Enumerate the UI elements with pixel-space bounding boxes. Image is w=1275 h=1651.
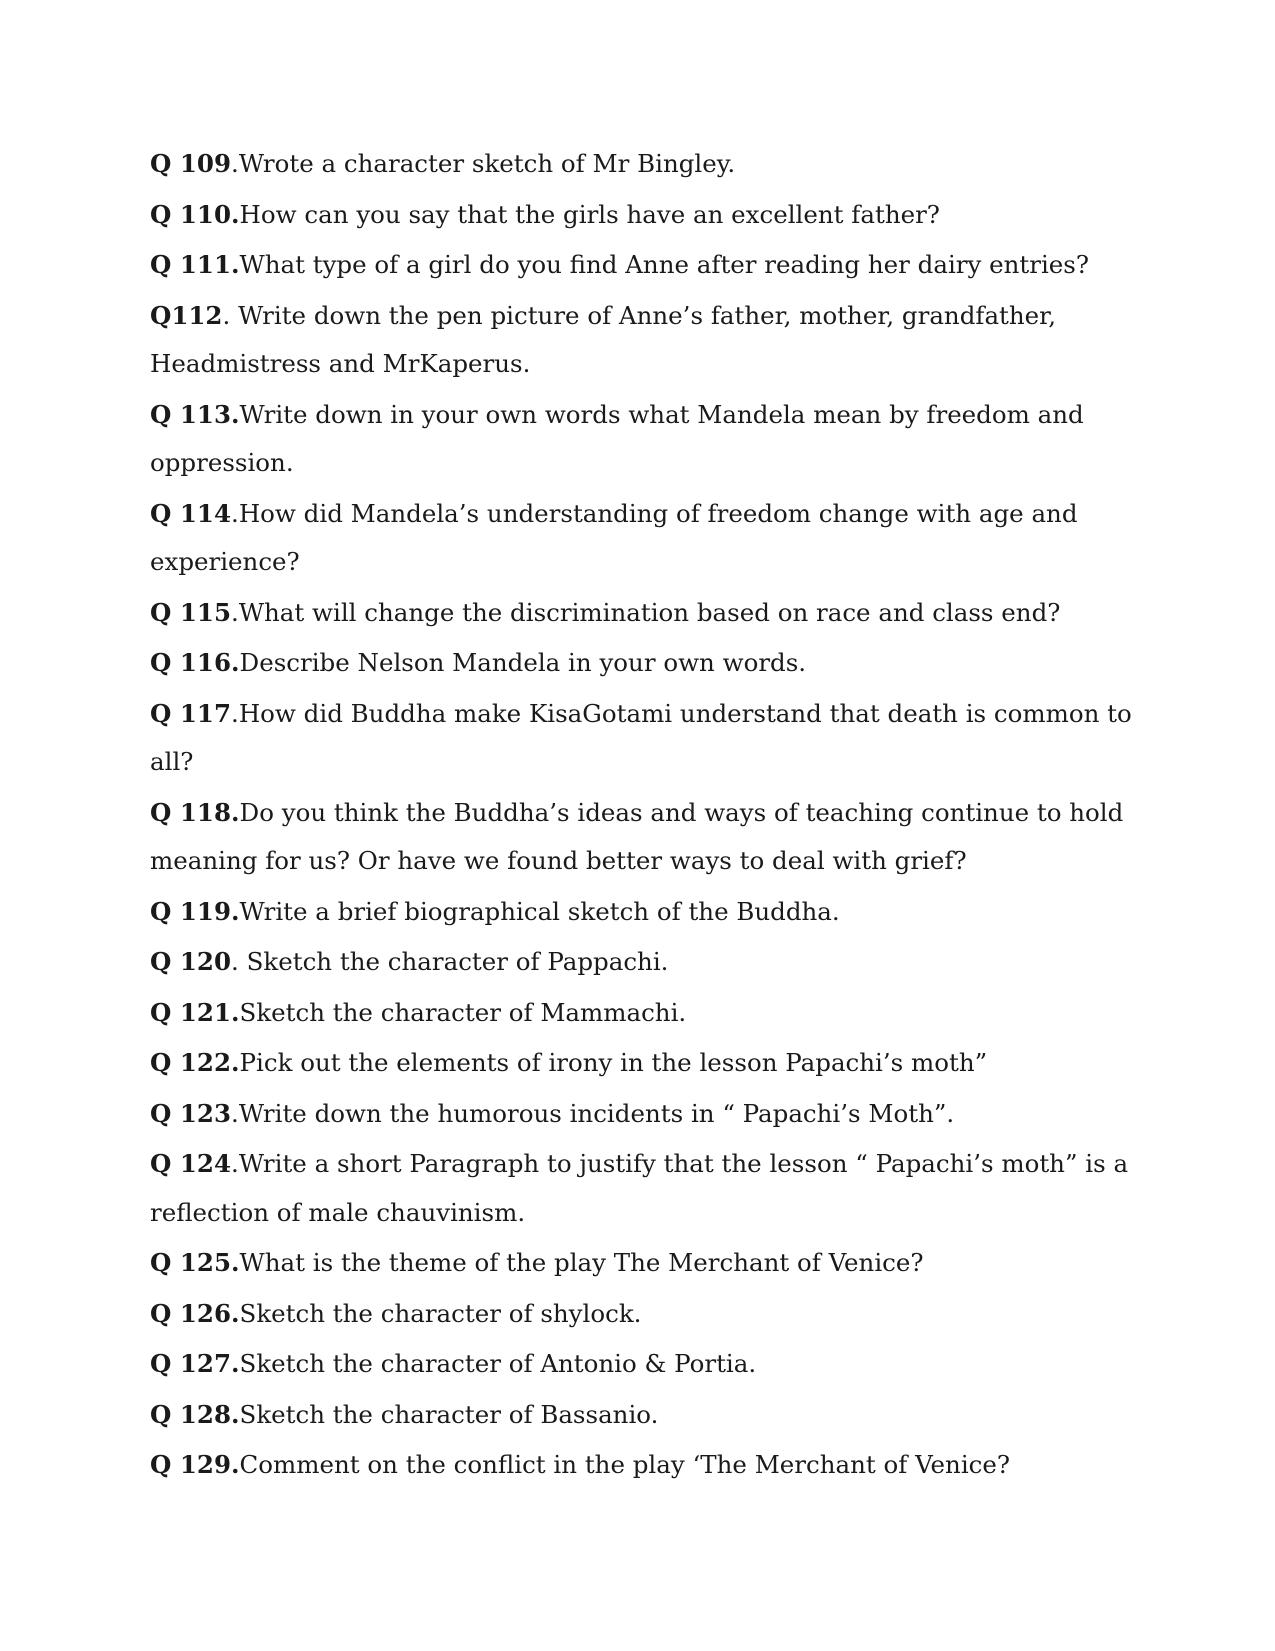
question-123 xyxy=(150,1090,1150,1139)
question-text: Wrote a character sketch of Mr Bingley. xyxy=(238,149,736,178)
question-111 xyxy=(150,241,1150,290)
question-127 xyxy=(150,1340,1150,1389)
question-112 xyxy=(150,292,1150,389)
question-number: Q 126. xyxy=(150,1298,240,1328)
question-text: Pick out the elements of irony in the lesson Papachi’s moth” xyxy=(239,1048,988,1077)
question-number: Q 123 xyxy=(150,1098,232,1128)
question-122 xyxy=(150,1039,1150,1088)
question-number: Q 109 xyxy=(150,149,232,178)
question-list xyxy=(150,140,1150,1492)
question-number: Q 122. xyxy=(150,1048,240,1077)
question-125 xyxy=(150,1239,1150,1288)
question-109 xyxy=(150,140,1150,189)
question-text: What will change the discrimination based on race and class end? xyxy=(238,597,1061,627)
question-text: Sketch the character of Mammachi. xyxy=(239,997,687,1027)
question-115 xyxy=(150,589,1150,638)
question-separator: . xyxy=(231,947,247,976)
question-number: Q 113. xyxy=(150,399,240,429)
question-text: Sketch the character of shylock. xyxy=(239,1298,642,1328)
question-number: Q 120 xyxy=(150,947,232,976)
question-number: Q 124 xyxy=(150,1149,232,1178)
question-number: Q 116. xyxy=(150,648,240,677)
question-118 xyxy=(150,789,1150,886)
question-text: Comment on the conflict in the play ‘The Merchant of Venice? xyxy=(239,1450,1011,1479)
question-separator: . xyxy=(231,698,239,728)
question-number: Q 121. xyxy=(150,997,240,1027)
question-116 xyxy=(150,639,1150,688)
question-number: Q 110. xyxy=(150,199,240,229)
question-119 xyxy=(150,888,1150,937)
question-number: Q 117 xyxy=(150,698,232,728)
question-text: How can you say that the girls have an excellent father? xyxy=(239,199,940,229)
question-text: Sketch the character of Antonio & Portia. xyxy=(239,1349,757,1378)
question-text: Write down the pen picture of Anne’s father, mother, grandfather, Headmistress and MrKaperus. xyxy=(150,300,1056,378)
question-128 xyxy=(150,1391,1150,1440)
question-number: Q 115 xyxy=(150,597,232,627)
question-text: Write down in your own words what Mandela mean by freedom and oppression. xyxy=(150,399,1084,477)
question-121 xyxy=(150,989,1150,1038)
question-text: Sketch the character of Pappachi. xyxy=(246,947,669,976)
question-text: Write a short Paragraph to justify that the lesson “ Papachi’s moth” is a reflection of male chauvinism. xyxy=(150,1149,1129,1227)
question-124 xyxy=(150,1140,1150,1237)
question-number: Q 119. xyxy=(150,896,240,926)
question-number: Q 129. xyxy=(150,1450,240,1479)
question-114 xyxy=(150,490,1150,587)
question-number: Q 111. xyxy=(150,250,240,279)
question-text: Write down the humorous incidents in “ Papachi’s Moth”. xyxy=(238,1098,955,1128)
question-text: How did Buddha make KisaGotami understand that death is common to all? xyxy=(150,698,1132,776)
question-separator: . xyxy=(222,300,239,330)
question-separator: . xyxy=(231,1149,239,1178)
question-number: Q 118. xyxy=(150,797,240,827)
question-number: Q112 xyxy=(150,300,223,330)
question-126 xyxy=(150,1290,1150,1339)
question-text: How did Mandela’s understanding of freedom change with age and experience? xyxy=(150,498,1078,576)
question-number: Q 128. xyxy=(150,1399,240,1429)
question-separator: . xyxy=(231,597,239,627)
question-117 xyxy=(150,690,1150,787)
question-number: Q 127. xyxy=(150,1349,240,1378)
question-text: Do you think the Buddha’s ideas and ways of teaching continue to hold meaning for us? Or have we found better ways to deal with grief? xyxy=(150,797,1124,875)
question-120 xyxy=(150,938,1150,987)
question-text: Sketch the character of Bassanio. xyxy=(239,1399,659,1429)
question-text: What is the theme of the play The Merchant of Venice? xyxy=(239,1248,924,1277)
question-text: Write a brief biographical sketch of the Buddha. xyxy=(239,896,840,926)
question-separator: . xyxy=(231,149,239,178)
question-110 xyxy=(150,191,1150,240)
question-text: What type of a girl do you find Anne after reading her dairy entries? xyxy=(239,250,1089,279)
question-text: Describe Nelson Mandela in your own words. xyxy=(239,648,807,677)
question-separator: . xyxy=(231,1098,239,1128)
question-129 xyxy=(150,1441,1150,1490)
question-number: Q 114 xyxy=(150,498,232,528)
question-number: Q 125. xyxy=(150,1248,240,1277)
question-separator: . xyxy=(231,498,239,528)
question-113 xyxy=(150,391,1150,488)
